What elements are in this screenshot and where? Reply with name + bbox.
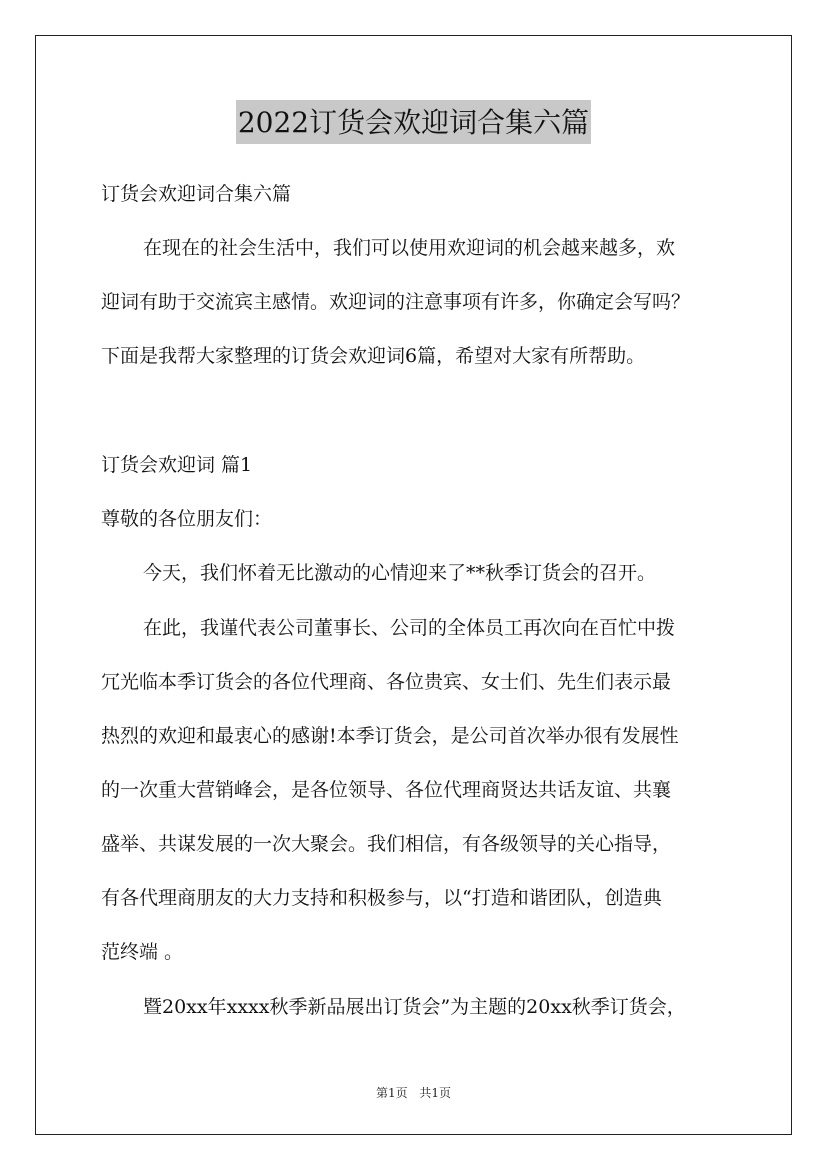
paragraph-line: 下面是我帮大家整理的订货会欢迎词6篇，希望对大家有所帮助。 bbox=[101, 345, 646, 367]
subtitle-line: 订货会欢迎词合集六篇 bbox=[101, 183, 292, 205]
page-total: 共1页 bbox=[419, 1086, 452, 1100]
page-number: 第1页 bbox=[375, 1086, 408, 1100]
paragraph-line: 的一次重大营销峰会，是各位领导、各位代理商贤达共话友谊、共襄 bbox=[101, 779, 672, 801]
paragraph-line: 今天，我们怀着无比激动的心情迎来了**秋季订货会的召开。 bbox=[143, 562, 657, 584]
paragraph-line: 在现在的社会生活中，我们可以使用欢迎词的机会越来越多，欢 bbox=[143, 237, 676, 259]
paragraph-line: 有各代理商朋友的大力支持和积极参与，以“打造和谐团队，创造典 bbox=[101, 887, 662, 909]
paragraph-line: 范终端 。 bbox=[101, 941, 184, 963]
paragraph-line: 在此，我谨代表公司董事长、公司的全体员工再次向在百忙中拨 bbox=[143, 617, 676, 639]
page-footer bbox=[0, 1084, 827, 1101]
section-heading: 订货会欢迎词 篇1 bbox=[101, 454, 253, 476]
paragraph-line: 迎词有助于交流宾主感情。欢迎词的注意事项有许多，你确定会写吗？ bbox=[101, 291, 691, 313]
title-container bbox=[0, 100, 827, 144]
salutation-line: 尊敬的各位朋友们： bbox=[101, 508, 273, 530]
document-title: 2022订货会欢迎词合集六篇 bbox=[236, 100, 591, 144]
paragraph-line: 盛举、共谋发展的一次大聚会。我们相信，有各级领导的关心指导， bbox=[101, 833, 672, 855]
paragraph-line: 暨20xx年xxxx秋季新品展出订货会”为主题的20xx秋季订货会， bbox=[143, 996, 686, 1018]
paragraph-line: 热烈的欢迎和最衷心的感谢!本季订货会，是公司首次举办很有发展性 bbox=[101, 725, 679, 747]
paragraph-line: 冗光临本季订货会的各位代理商、各位贵宾、女士们、先生们表示最 bbox=[101, 671, 672, 693]
